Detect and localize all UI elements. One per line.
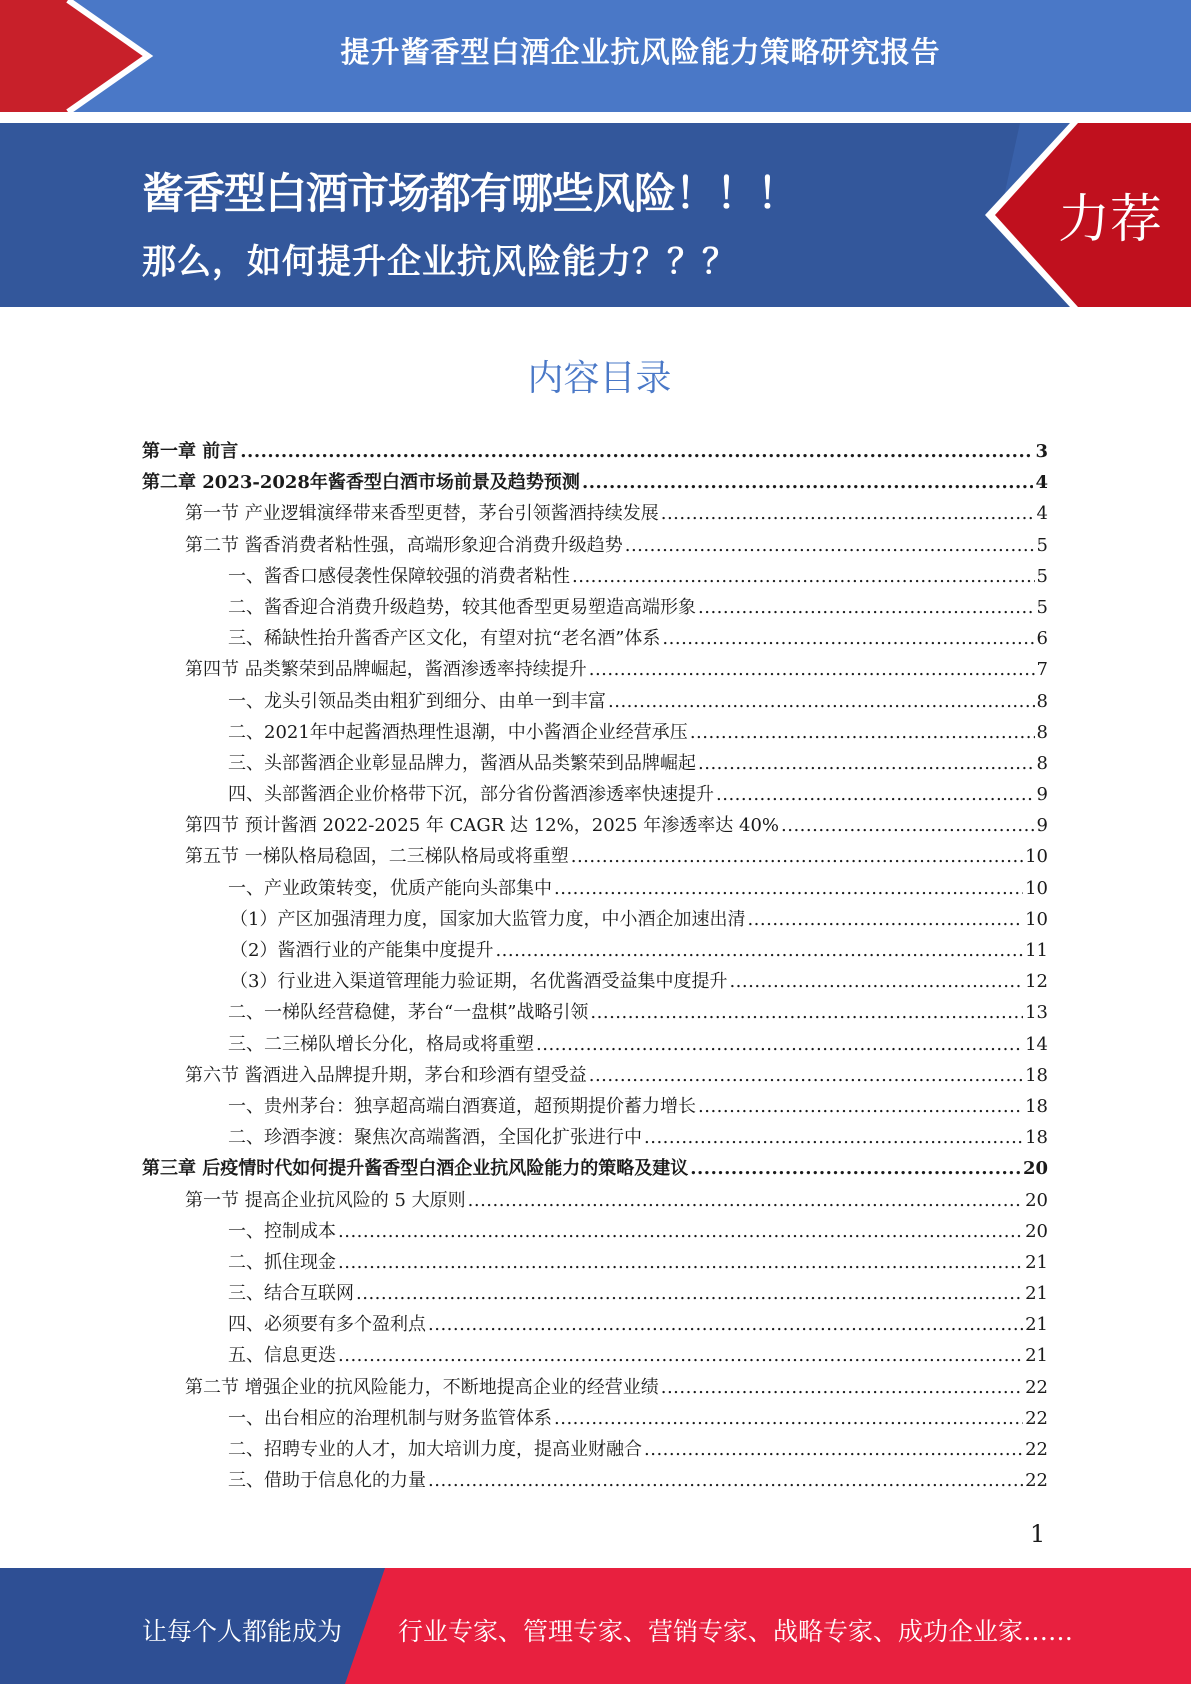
toc-entry[interactable] [142,1060,1048,1091]
toc-entry-page: 13 [1025,1002,1048,1024]
dot-leader [644,1434,1023,1465]
toc-entry-title: 二、2021年中起酱酒热理性退潮，中小酱酒企业经营承压 [228,721,688,743]
toc-entry[interactable] [142,467,1048,498]
toc-entry-page: 11 [1025,940,1048,961]
toc-entry[interactable] [142,748,1048,779]
dot-leader [356,1278,1023,1309]
dot-leader [495,935,1023,966]
toc-entry[interactable] [142,623,1048,654]
toc-entry-title: 第二节 酱香消费者粘性强，高端形象迎合消费升级趋势 [185,534,623,556]
dot-leader [590,997,1023,1028]
toc-entry[interactable] [142,1185,1048,1216]
toc-entry-page: 5 [1036,565,1048,587]
toc-entry[interactable] [142,1153,1048,1184]
dot-leader [698,1091,1023,1122]
toc-entry[interactable] [142,904,1048,935]
toc-entry-title: 二、酱香迎合消费升级趋势，较其他香型更易塑造高端形象 [228,596,696,618]
toc-entry-page: 7 [1036,659,1048,681]
toc-entry-page: 20 [1025,1220,1048,1242]
toc-entry[interactable] [142,1465,1048,1496]
toc-entry-title: 一、酱香口感侵袭性保障较强的消费者粘性 [228,565,570,587]
toc-entry[interactable] [142,1309,1048,1340]
toc-entry-page: 9 [1036,815,1048,837]
toc-entry-title: 四、必须要有多个盈利点 [228,1314,426,1336]
toc-entry[interactable] [142,1278,1048,1309]
toc-entry-page: 21 [1025,1345,1048,1367]
dot-leader [240,436,1033,467]
toc-entry-title: 第三章 后疫情时代如何提升酱香型白酒企业抗风险能力的策略及建议 [142,1158,689,1180]
toc-entry-page: 3 [1035,441,1048,462]
toc-entry-page: 18 [1025,1064,1048,1086]
toc-entry-title: 第四节 预计酱酒 2022-2025 年 CAGR 达 12%，2025 年渗透率达 40% [185,815,779,837]
toc-entry-title: 第六节 酱酒进入品牌提升期，茅台和珍酒有望受益 [185,1064,587,1086]
toc-entry-page: 22 [1025,1470,1048,1492]
toc-entry[interactable] [142,1122,1048,1153]
toc-entry[interactable] [142,717,1048,748]
toc-entry-title: 第五节 一梯队格局稳固，二三梯队格局或将重塑 [185,846,569,868]
dot-leader [690,1153,1021,1184]
toc-entry-page: 9 [1036,784,1048,806]
toc-entry-title: 三、二三梯队增长分化，格局或将重塑 [228,1033,534,1055]
toc-entry-title: 第一节 提高企业抗风险的 5 大原则 [185,1189,466,1211]
toc-entry[interactable] [142,841,1048,872]
toc-entry-title: 第二章 2023-2028年酱香型白酒市场前景及趋势预测 [142,472,580,494]
toc-entry[interactable] [142,810,1048,841]
dot-leader [625,530,1035,561]
footer-banner [0,1568,1191,1684]
toc-entry-title: 第一节 产业逻辑演绎带来香型更替，茅台引领酱酒持续发展 [185,503,659,525]
dot-leader [338,1247,1023,1278]
hero-banner [0,123,1191,307]
toc-entry-page: 22 [1025,1439,1048,1460]
dot-leader [781,810,1035,841]
toc-entry[interactable] [142,1340,1048,1371]
toc-entry-title: 一、控制成本 [228,1220,336,1242]
dot-leader [428,1309,1023,1340]
toc-entry-title: 一、出台相应的治理机制与财务监管体系 [228,1407,552,1429]
toc-entry-title: 三、借助于信息化的力量 [228,1470,426,1492]
hero-headline: 酱香型白酒市场都有哪些风险！！！ [142,169,799,218]
top-banner [0,0,1191,112]
toc-entry-title: 一、产业政策转变，优质产能向头部集中 [228,877,552,899]
toc-entry-page: 8 [1036,721,1048,743]
dot-leader [338,1216,1023,1247]
dot-leader [428,1465,1023,1496]
toc-entry[interactable] [142,1091,1048,1122]
dot-leader [468,1185,1023,1216]
toc-entry-title: 一、龙头引领品类由粗犷到细分、由单一到丰富 [228,690,606,712]
toc-entry-title: 二、珍酒李渡：聚焦次高端酱酒，全国化扩张进行中 [228,1127,642,1149]
dot-leader [572,561,1035,592]
dot-leader [662,623,1034,654]
toc-entry[interactable] [142,686,1048,717]
toc-entry-title: 二、招聘专业的人才，加大培训力度，提高业财融合 [228,1439,642,1460]
toc-entry-title: 三、结合互联网 [228,1283,354,1305]
toc-entry-title: 三、头部酱酒企业彰显品牌力，酱酒从品类繁荣到品牌崛起 [228,752,696,774]
toc-entry-title: 一、贵州茅台：独享超高端白酒赛道，超预期提价蓄力增长 [228,1095,696,1117]
dot-leader [608,686,1035,717]
footer-slogan-left: 让每个人都能成为 [142,1617,343,1646]
toc-entry-page: 8 [1036,690,1048,712]
dot-leader [589,1060,1023,1091]
toc-entry-page: 8 [1036,752,1048,774]
dot-leader [571,841,1023,872]
dot-leader [690,717,1035,748]
toc-entry[interactable] [142,1372,1048,1403]
dot-leader [729,966,1023,997]
toc-entry-page: 20 [1025,1189,1048,1211]
toc-entry-page: 10 [1025,846,1048,868]
toc-entry-title: 三、稀缺性抬升酱香产区文化，有望对抗“老名酒”体系 [228,628,661,650]
footer-slogan-right: 行业专家、管理专家、营销专家、战略专家、成功企业家…… [398,1617,1074,1646]
toc-entry[interactable] [142,436,1048,467]
toc-entry-title: 第四节 品类繁荣到品牌崛起，酱酒渗透率持续提升 [185,659,587,681]
dot-leader [644,1122,1023,1153]
toc-entry-page: 10 [1025,877,1048,899]
toc-heading: 内容目录 [527,358,672,399]
dot-leader [698,748,1035,779]
toc-entry-page: 5 [1036,534,1048,556]
dot-leader [338,1340,1023,1371]
toc-entry[interactable] [142,654,1048,685]
dot-leader [661,498,1035,529]
toc-entry[interactable] [142,779,1048,810]
toc-entry[interactable] [142,1434,1048,1465]
toc-entry[interactable] [142,1247,1048,1278]
dot-leader [589,654,1035,685]
toc-entry-page: 12 [1025,971,1048,993]
dot-leader [747,904,1023,935]
toc-entry[interactable] [142,530,1048,561]
dot-leader [716,779,1035,810]
toc-entry-page: 22 [1025,1407,1048,1429]
hero-subheadline: 那么，如何提升企业抗风险能力？？？ [142,242,737,282]
toc-entry[interactable] [142,592,1048,623]
toc-entry-title: （2）酱酒行业的产能集中度提升 [230,940,494,961]
toc-entry[interactable] [142,873,1048,904]
dot-leader [698,592,1035,623]
toc-entry[interactable] [142,997,1048,1028]
toc-entry-title: 四、头部酱酒企业价格带下沉，部分省份酱酒渗透率快速提升 [228,784,714,806]
report-title: 提升酱香型白酒企业抗风险能力策略研究报告 [340,35,941,69]
toc-entry-page: 22 [1025,1376,1048,1398]
toc-entry[interactable] [142,498,1048,529]
toc-entry-title: （1）产区加强清理力度，国家加大监管力度，中小酒企加速出清 [230,908,746,930]
toc-entry-title: 第二节 增强企业的抗风险能力，不断地提高企业的经营业绩 [185,1376,659,1398]
toc-entry-page: 18 [1025,1095,1048,1117]
toc-entry-title: 第一章 前言 [142,441,239,462]
toc-entry[interactable] [142,1029,1048,1060]
toc-entry-title: 五、信息更迭 [228,1345,336,1367]
toc-entry-page: 10 [1025,908,1048,930]
dot-leader [554,873,1023,904]
table-of-contents [142,436,1048,1496]
toc-entry[interactable] [142,1403,1048,1434]
toc-entry-page: 20 [1022,1158,1048,1180]
toc-entry[interactable] [142,966,1048,997]
dot-leader [661,1372,1023,1403]
dot-leader [582,467,1034,498]
toc-entry-page: 4 [1036,503,1048,525]
toc-entry-title: 二、一梯队经营稳健，茅台“一盘棋”战略引领 [228,1002,589,1024]
page-number: 1 [1030,1520,1046,1548]
recommend-badge: 力荐 [1058,190,1163,250]
toc-entry-page: 21 [1025,1283,1048,1305]
toc-entry-page: 4 [1035,472,1048,494]
toc-entry[interactable] [142,561,1048,592]
toc-entry[interactable] [142,1216,1048,1247]
dot-leader [536,1029,1023,1060]
toc-entry-title: 二、抓住现金 [228,1251,336,1273]
toc-entry-title: （3）行业进入渠道管理能力验证期，名优酱酒受益集中度提升 [230,971,728,993]
toc-entry[interactable] [142,935,1048,966]
toc-entry-page: 5 [1036,596,1048,618]
dot-leader [554,1403,1023,1434]
toc-entry-page: 21 [1025,1251,1048,1273]
toc-entry-page: 6 [1036,628,1048,650]
toc-entry-page: 21 [1025,1314,1048,1336]
toc-entry-page: 18 [1025,1127,1048,1149]
toc-entry-page: 14 [1025,1033,1048,1055]
